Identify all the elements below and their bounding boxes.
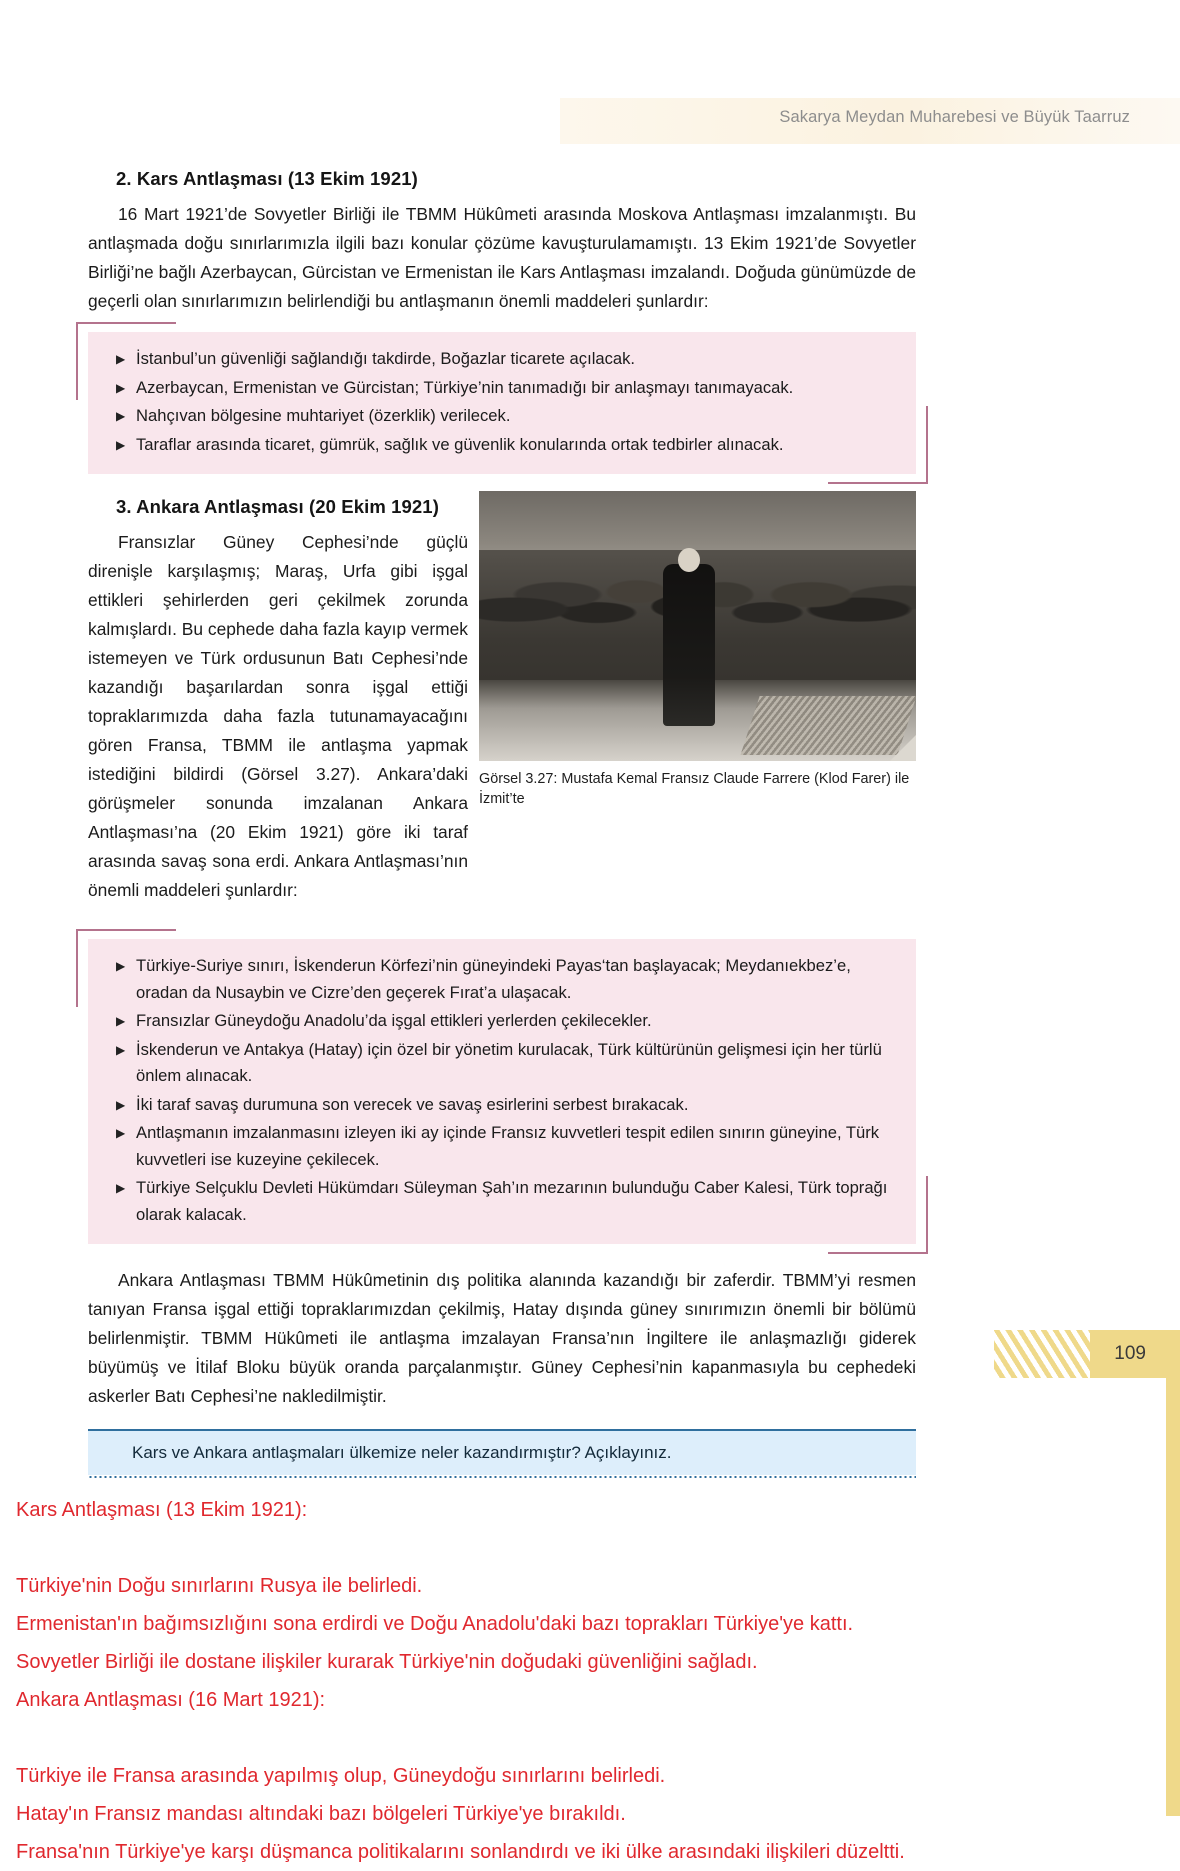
article-box-ankara xyxy=(88,939,916,1244)
list-item xyxy=(114,403,890,430)
figure-caption: Görsel 3.27: Mustafa Kemal Fransız Claude Farrere (Klod Farer) ile İzmit’te xyxy=(479,771,910,807)
ankara-text-column xyxy=(88,528,468,905)
article-text: İstanbul’un güvenliği sağlandığı takdirde, Boğazlar ticarete açılacak. xyxy=(136,349,636,368)
list-item xyxy=(114,1092,890,1119)
triangle-bullet-icon: ▶ xyxy=(116,352,126,366)
article-text: Antlaşmanın imzalanmasını izleyen iki ay içinde Fransız kuvvetleri tespit edilen sınırın güneyine, Türk kuvvetleri ise kuzeyine çekilecek. xyxy=(136,1123,880,1169)
list-item xyxy=(114,1037,890,1090)
question-dotted-rule xyxy=(88,1475,916,1479)
triangle-bullet-icon: ▶ xyxy=(116,1181,126,1195)
article-text: İki taraf savaş durumuna son verecek ve savaş esirlerini serbest bırakacak. xyxy=(136,1094,689,1114)
page-content xyxy=(88,168,916,1479)
article-text: İskenderun ve Antakya (Hatay) için özel bir yönetim kurulacak, Türk kültürünün gelişmesi için her türlü önlem alınacak. xyxy=(136,1039,882,1085)
article-box-ankara-wrap xyxy=(88,939,916,1244)
list-item xyxy=(114,432,890,459)
answer-blank-line xyxy=(16,1529,1166,1567)
box-corner-decor xyxy=(828,482,928,484)
list-item xyxy=(114,375,890,402)
list-item xyxy=(114,1120,890,1173)
answer-line: Kars Antlaşması (13 Ekim 1921): xyxy=(16,1499,308,1521)
running-header-title: Sakarya Meydan Muharebesi ve Büyük Taarruz xyxy=(779,108,1130,126)
section-heading-kars: 2. Kars Antlaşması (13 Ekim 1921) xyxy=(116,168,418,189)
article-text: Taraflar arasında ticaret, gümrük, sağlık ve güvenlik konularında ortak tedbirler alınacak. xyxy=(136,434,784,454)
article-list-kars xyxy=(114,346,890,458)
article-text: Azerbaycan, Ermenistan ve Gürcistan; Türkiye’nin tanımadığı bir anlaşmayı tanımayacak. xyxy=(136,377,794,397)
answer-blank-line xyxy=(16,1719,1166,1757)
list-item xyxy=(114,1008,890,1035)
list-item xyxy=(114,346,890,373)
list-item xyxy=(114,953,890,1006)
triangle-bullet-icon: ▶ xyxy=(116,1042,126,1057)
article-text: Nahçıvan bölgesine muhtariyet (özerklik) verilecek. xyxy=(136,406,511,425)
right-edge-bar xyxy=(1166,1352,1180,1816)
answer-line: Ermenistan'ın bağımsızlığını sona erdirdi ve Doğu Anadolu'daki bazı toprakları Türkiye'ye kattı. xyxy=(16,1613,854,1635)
answer-line: Ankara Antlaşması (16 Mart 1921): xyxy=(16,1689,326,1711)
answer-line: Hatay'ın Fransız mandası altındaki bazı bölgeleri Türkiye'ye bırakıldı. xyxy=(16,1803,626,1825)
article-text: Türkiye Selçuklu Devleti Hükümdarı Süleyman Şah’ın mezarının bulunduğu Caber Kalesi, Türk toprağı olarak kalacak. xyxy=(136,1178,888,1224)
triangle-bullet-icon: ▶ xyxy=(116,437,126,452)
page-tab-hatch-decor xyxy=(994,1330,1090,1378)
triangle-bullet-icon: ▶ xyxy=(116,1097,126,1112)
list-item xyxy=(114,1175,890,1228)
article-text: Türkiye-Suriye sınırı, İskenderun Körfezi’nin güneyindeki Payas‘tan başlayacak; Meydanıekbez’e, oradan da Nusaybin ve Cizre’den geçerek Fırat’a ulaşacak. xyxy=(136,956,851,1002)
section-paragraph-ankara: Fransızlar Güney Cephesi’nde güçlü direnişle karşılaşmış; Maraş, Urfa gibi işgal ettikleri şehirlerden geri çekilmek zorunda kalmışlardı. Bu cephede daha fazla kayıp vermek istemeyen ve Türk ordusunun Batı Cephesi’nde kazandığı başarılardan sonra işgal ettiği topraklarımızda daha fazla tutunamayacağını gören Fransa, TBMM ile antlaşma yapmak istediğini bildirdi (Görsel 3.27). Ankara’daki görüşmeler sonunda imzalanan Ankara Antlaşması’na (20 Ekim 1921) göre iki taraf arasında savaş sona erdi. Ankara Antlaşması’nın önemli maddeleri şunlardır: xyxy=(88,532,468,900)
triangle-bullet-icon: ▶ xyxy=(116,409,126,423)
box-corner-decor xyxy=(926,1176,928,1254)
article-text: Fransızlar Güneydoğu Anadolu’da işgal ettikleri yerlerden çekilecekler. xyxy=(136,1011,652,1030)
box-corner-decor xyxy=(926,406,928,484)
triangle-bullet-icon: ▶ xyxy=(116,1126,126,1140)
answer-line: Türkiye ile Fransa arasında yapılmış olup, Güneydoğu sınırlarını belirledi. xyxy=(16,1765,666,1787)
answer-line: Fransa'nın Türkiye'ye karşı düşmanca politikalarını sonlandırdı ve iki ülke arasındaki ilişkileri düzeltti. xyxy=(16,1841,905,1863)
student-answer-block xyxy=(16,1491,1166,1871)
box-corner-decor xyxy=(828,1252,928,1254)
closing-paragraph: Ankara Antlaşması TBMM Hükûmetinin dış politika alanında kazandığı bir zaferdir. TBMM’yi resmen tanıyan Fransa işgal ettiği topraklarımızdan çekilmiş, Hatay dışında güney sınırımızın önemli bir bölümü belirlenmiştir. TBMM Hükûmeti ile antlaşma imzalayan Fransa’nın İngiltere ile anlaşmazlığı giderek büyümüş ve İtilaf Bloku büyük oranda parçalanmıştır. Güney Cephesi’nin kapanmasıyla bu cephedeki askerler Batı Cephesi’ne nakledilmiştir. xyxy=(88,1270,916,1406)
triangle-bullet-icon: ▶ xyxy=(116,1014,126,1028)
answer-line: Türkiye'nin Doğu sınırlarını Rusya ile belirledi. xyxy=(16,1575,423,1597)
triangle-bullet-icon: ▶ xyxy=(116,959,126,973)
article-box-kars xyxy=(88,332,916,474)
page-number: 109 xyxy=(1114,1343,1146,1364)
question-strip: Kars ve Ankara antlaşmaları ülkemize neler kazandırmıştır? Açıklayınız. xyxy=(88,1431,916,1475)
article-list-ankara xyxy=(114,953,890,1228)
article-box-kars-wrap xyxy=(88,332,916,474)
section-heading-ankara: 3. Ankara Antlaşması (20 Ekim 1921) xyxy=(116,496,439,517)
section-paragraph-kars: 16 Mart 1921’de Sovyetler Birliği ile TBMM Hükûmeti arasında Moskova Antlaşması imzalanmıştı. Bu antlaşmada doğu sınırlarımızla ilgili bazı konular çözüme kavuşturulamamıştı. 13 Ekim 1921’de Sovyetler Birliği’ne bağlı Azerbaycan, Gürcistan ve Ermenistan ile Kars Antlaşması imzalandı. Doğuda günümüzde de geçerli olan sınırlarımızın belirlendiği bu antlaşmanın önemli maddeleri şunlardır: xyxy=(88,204,916,311)
triangle-bullet-icon: ▶ xyxy=(116,380,126,395)
answer-line: Sovyetler Birliği ile dostane ilişkiler kurarak Türkiye'nin doğudaki güvenliğini sağladı. xyxy=(16,1651,758,1673)
page-number-tab xyxy=(994,1330,1180,1378)
